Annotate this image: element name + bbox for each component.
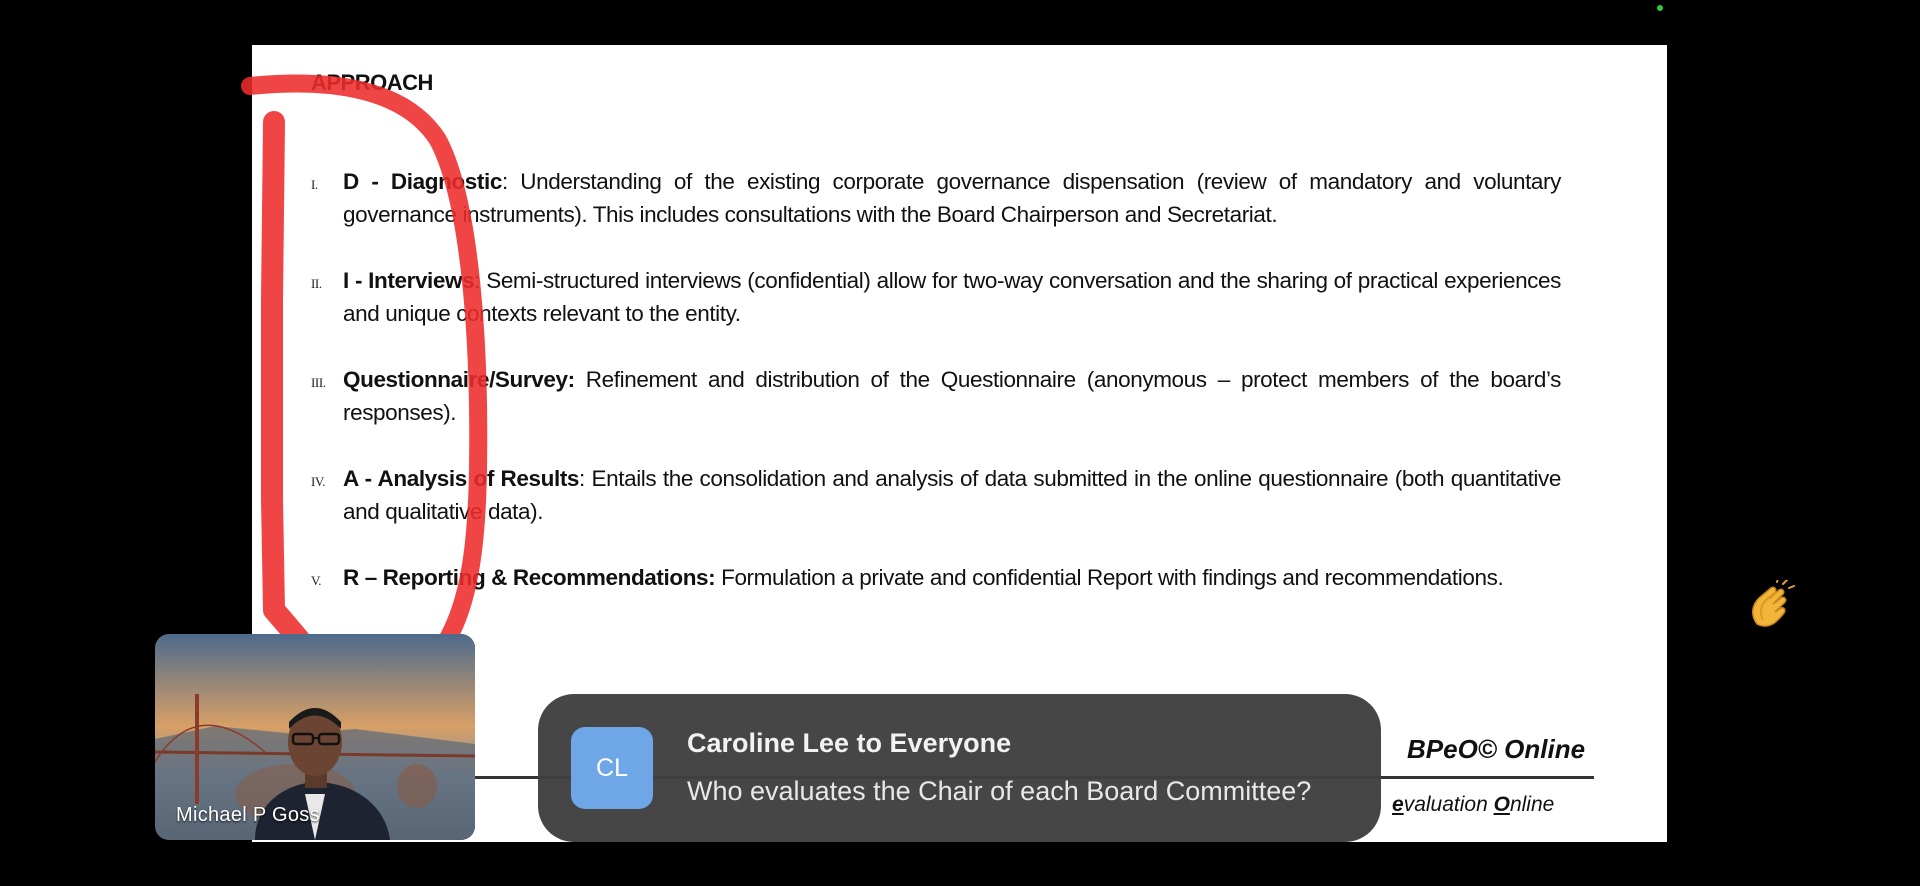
item-term: A - Analysis of Results xyxy=(343,466,580,491)
item-term: D - Diagnostic xyxy=(343,169,502,194)
camera-status-dot xyxy=(1657,5,1663,11)
list-numeral: I. xyxy=(311,177,318,192)
item-text: : Entails the consolidation and analysis of data submitted in the online questionnaire (both quantitative and qualitative data). xyxy=(343,466,1561,524)
approach-item-diagnostic xyxy=(311,165,1561,231)
participant-name: Michael P Goss xyxy=(176,804,320,826)
item-text: : Understanding of the existing corporate governance dispensation (review of mandatory and voluntary governance instruments). This includes consultations with the Board Chairperson and Secretariat. xyxy=(343,169,1561,227)
chat-notification[interactable] xyxy=(538,694,1381,842)
item-text: Refinement and distribution of the Questionnaire (anonymous – protect members of the board’s responses). xyxy=(343,367,1561,425)
brand-tagline xyxy=(1392,793,1554,817)
clapping-hands-icon xyxy=(1743,580,1797,634)
approach-item-questionnaire xyxy=(311,363,1561,429)
chat-sender: Caroline Lee to Everyone xyxy=(687,728,1012,758)
participant-video-tile[interactable] xyxy=(155,634,475,840)
item-text: Formulation a private and confidential Report with findings and recommendations. xyxy=(715,565,1504,590)
approach-item-interviews xyxy=(311,264,1561,330)
approach-list xyxy=(311,165,1561,627)
list-numeral: III. xyxy=(311,375,326,390)
chat-message-preview: Who evaluates the Chair of each Board Committee? xyxy=(687,776,1312,806)
sender-avatar: CL xyxy=(571,727,653,809)
tagline-mid: valuation xyxy=(1403,793,1494,816)
tagline-initial-o: O xyxy=(1493,793,1510,816)
approach-item-analysis xyxy=(311,462,1561,528)
item-term: R – Reporting & Recommendations: xyxy=(343,565,716,590)
slide-title: APPROACH xyxy=(311,70,433,95)
tagline-end: nline xyxy=(1509,793,1555,816)
brand-title: BPeO© Online xyxy=(1407,734,1586,764)
approach-item-reporting xyxy=(311,561,1561,594)
item-term: Questionnaire/Survey: xyxy=(343,367,575,392)
item-text: : Semi-structured interviews (confidential) allow for two-way conversation and the sharing of practical experiences and unique contexts relevant to the entity. xyxy=(343,268,1561,326)
list-numeral: IV. xyxy=(311,474,326,489)
list-numeral: II. xyxy=(311,276,322,291)
item-term: I - Interviews xyxy=(343,268,475,293)
tagline-initial-e: e xyxy=(1392,793,1404,816)
list-numeral: V. xyxy=(311,573,322,588)
